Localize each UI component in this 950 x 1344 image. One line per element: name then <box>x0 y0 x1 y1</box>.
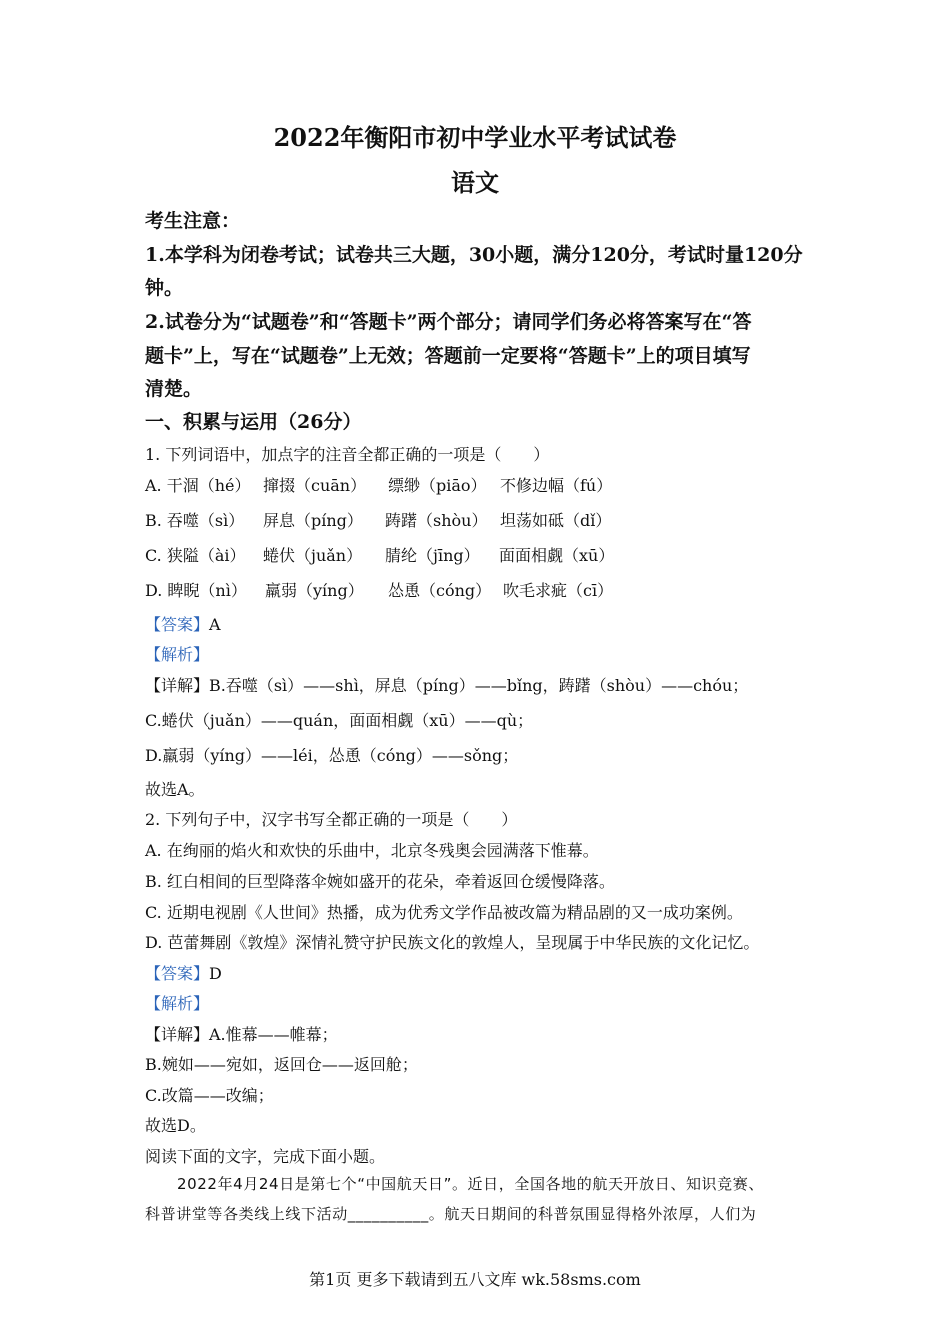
answer-value: A <box>209 615 221 634</box>
answer-tag: 【答案】 <box>145 964 210 983</box>
detail-line: 【详解】B.吞噬（sì）——shì，屏息（píng）——bǐng，踌躇（shòu）——chóu； <box>145 676 749 695</box>
option-word: 吹毛求疵（cī） <box>503 581 614 600</box>
option-word: B. 吞噬（sì） <box>145 511 245 530</box>
notice-line: 1.本学科为闭卷考试；试卷共三大题，30小题，满分120分，考试时量120分 <box>145 244 803 266</box>
section-heading: 一、积累与运用（26分） <box>145 411 362 433</box>
option-d: D. 芭蕾舞剧《敦煌》深情礼赞守护民族文化的敦煌人，呈现属于中华民族的文化记忆。 <box>145 933 760 952</box>
option-c: C. 近期电视剧《人世间》热播，成为优秀文学作品被改篇为精品剧的又一成功案例。 <box>145 903 743 922</box>
notice-line: 题卡”上，写在“试题卷”上无效；答题前一定要将“答题卡”上的项目填写 <box>145 345 751 367</box>
passage-line: 科普讲堂等各类线上线下活动__________。航天日期间的科普氛围显得格外浓厚，人们为 <box>145 1205 757 1223</box>
option-word: 不修边幅（fú） <box>500 476 613 495</box>
option-word: A. 干涸（hé） <box>145 476 251 495</box>
option-b: B. 红白相间的巨型降落伞婉如盛开的花朵，牵着返回仓缓慢降落。 <box>145 872 615 891</box>
answer-tag: 【答案】 <box>145 615 210 634</box>
passage-line: 2022年4月24日是第七个“中国航天日”。近日，全国各地的航天开放日、知识竞赛、 <box>177 1175 764 1193</box>
page-footer: 第1页 更多下载请到五八文库 wk.58sms.com <box>309 1270 641 1289</box>
option-word: 羸弱（yíng） <box>265 581 364 600</box>
answer-value: D <box>209 964 222 983</box>
detail-line: C.蜷伏（juǎn）——quán，面面相觑（xū）——qù； <box>145 711 534 730</box>
subject-title: 语文 <box>451 168 499 197</box>
reading-instruction: 阅读下面的文字，完成下面小题。 <box>145 1147 386 1166</box>
option-a: A. 在绚丽的焰火和欢快的乐曲中，北京冬残奥会园满落下惟幕。 <box>145 841 599 860</box>
option-word: 踌躇（shòu） <box>385 511 488 530</box>
option-word: 蜷伏（juǎn） <box>263 546 363 565</box>
option-word: 撺掇（cuān） <box>263 476 367 495</box>
analysis-tag: 【解析】 <box>145 994 210 1013</box>
option-word: 面面相觑（xū） <box>499 546 615 565</box>
detail-line: C.改篇——改编； <box>145 1086 274 1105</box>
detail-line: 【详解】A.惟幕——帷幕； <box>145 1025 338 1044</box>
notice-heading: 考生注意： <box>145 210 241 232</box>
option-word: 腈纶（jīng） <box>385 546 480 565</box>
detail-line: B.婉如——宛如，返回仓——返回舱； <box>145 1055 418 1074</box>
option-word: 坦荡如砥（dǐ） <box>500 511 612 530</box>
answer-line <box>145 961 222 984</box>
analysis-tag: 【解析】 <box>145 645 210 664</box>
answer-line <box>145 612 221 635</box>
notice-line: 2.试卷分为“试题卷”和“答题卡”两个部分；请同学们务必将答案写在“答 <box>145 311 752 333</box>
conclusion-line: 故选D。 <box>145 1116 206 1135</box>
notice-line: 钟。 <box>145 277 184 299</box>
detail-line: D.羸弱（yíng）——léi，怂恿（cóng）——sǒng； <box>145 746 519 765</box>
option-word: C. 狭隘（ài） <box>145 546 246 565</box>
conclusion-line: 故选A。 <box>145 780 205 799</box>
notice-line: 清楚。 <box>145 378 203 400</box>
question-stem: 2. 下列句子中，汉字书写全都正确的一项是（ ） <box>145 810 518 829</box>
exam-title: 2022年衡阳市初中学业水平考试试卷 <box>273 123 677 152</box>
question-stem: 1. 下列词语中，加点字的注音全都正确的一项是（ ） <box>145 445 550 464</box>
option-word: 缥缈（piāo） <box>388 476 487 495</box>
option-word: 屏息（píng） <box>263 511 363 530</box>
option-word: D. 睥睨（nì） <box>145 581 247 600</box>
option-word: 怂恿（cóng） <box>388 581 492 600</box>
